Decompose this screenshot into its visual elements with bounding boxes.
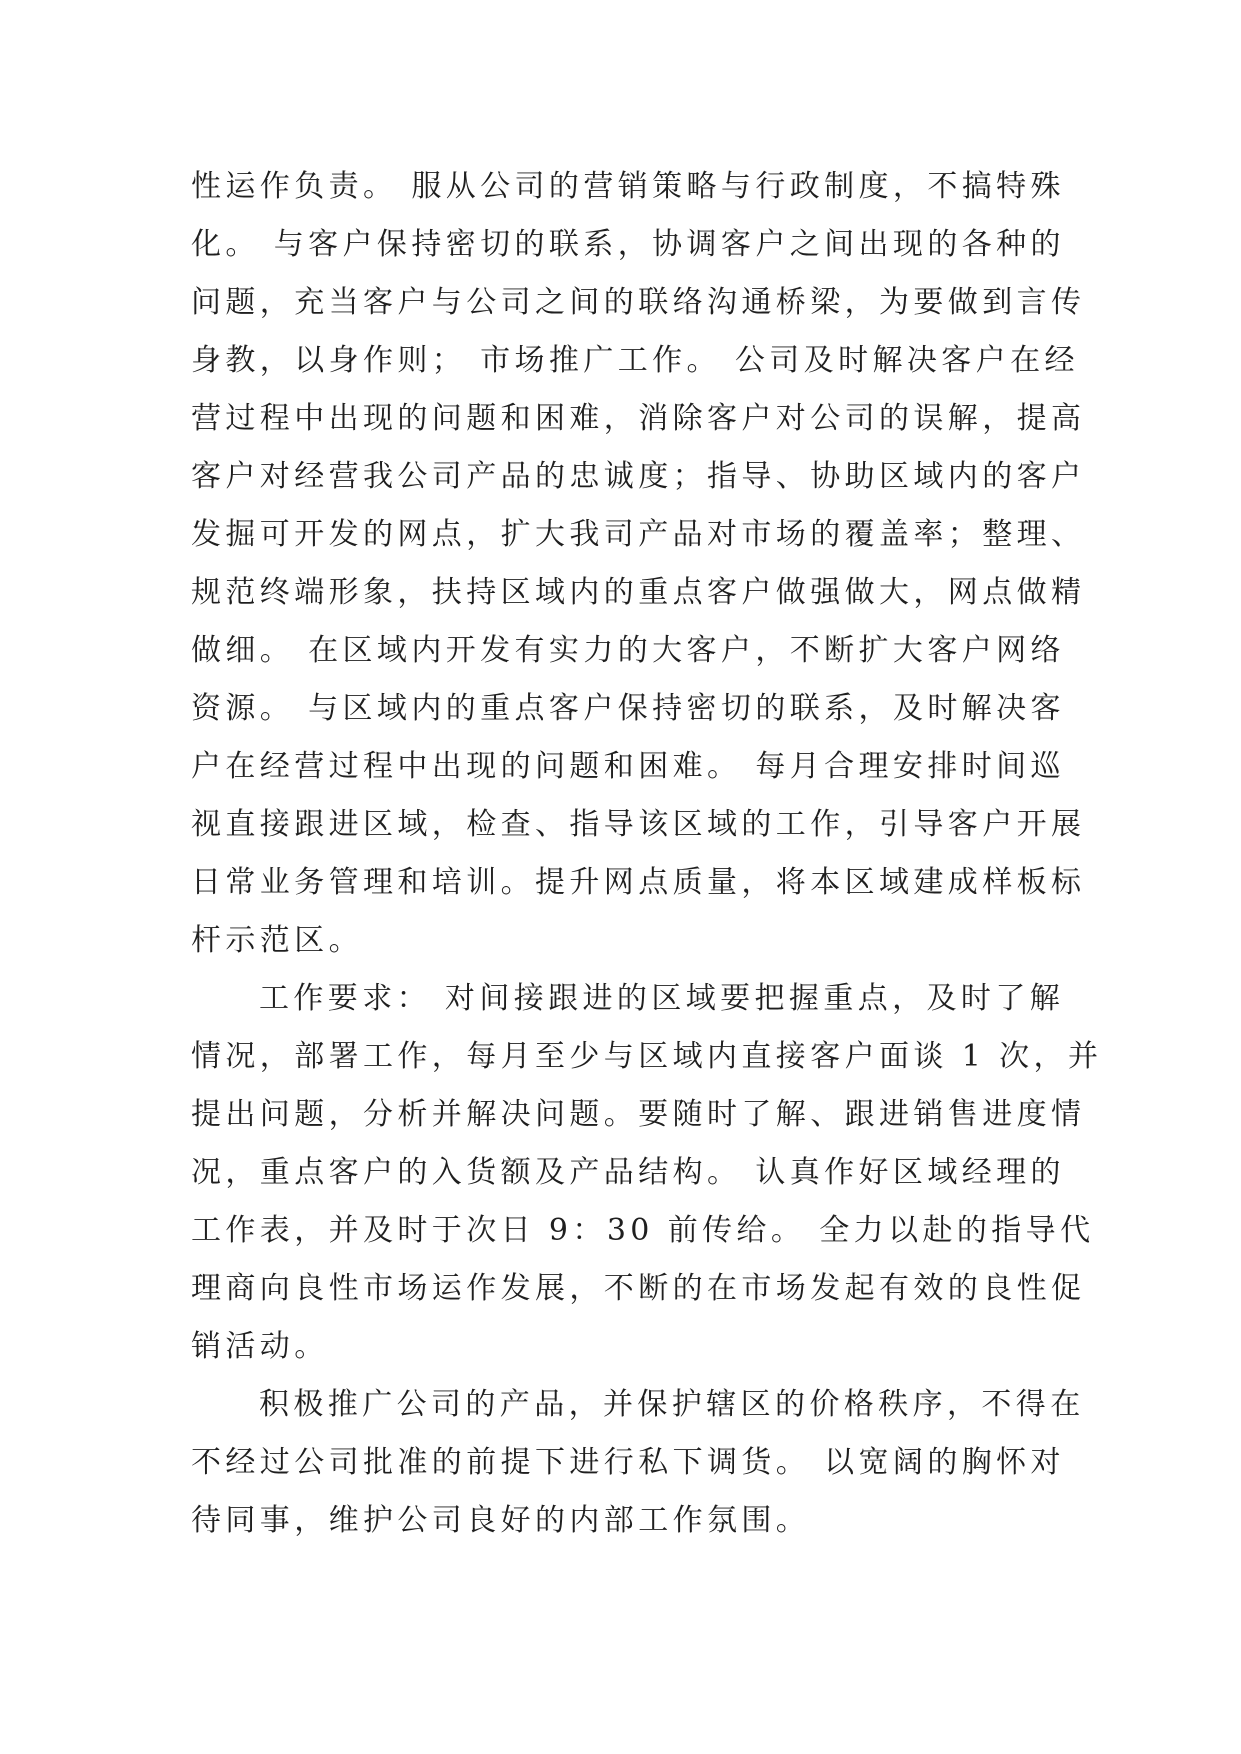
text-line: 户在经营过程中出现的问题和困难。 每月合理安排时间巡 bbox=[191, 749, 1065, 784]
text-line: 性运作负责。 服从公司的营销策略与行政制度，不搞特殊 bbox=[191, 169, 1065, 204]
text-line: 做细。 在区域内开发有实力的大客户，不断扩大客户网络 bbox=[191, 633, 1065, 668]
text-line: 销活动。 bbox=[191, 1329, 329, 1364]
document-body bbox=[191, 158, 1103, 1550]
text-line: 况，重点客户的入货额及产品结构。 认真作好区域经理的 bbox=[191, 1155, 1065, 1190]
text-line: 发掘可开发的网点，扩大我司产品对市场的覆盖率；整理、 bbox=[191, 517, 1086, 552]
text-line: 问题，充当客户与公司之间的联络沟通桥梁，为要做到言传 bbox=[191, 285, 1086, 320]
paragraph-first-line: 积极推广公司的产品，并保护辖区的价格秩序，不得在 bbox=[259, 1387, 1085, 1422]
text-line: 情况，部署工作，每月至少与区域内直接客户面谈 1 次，并 bbox=[191, 1039, 1103, 1074]
text-line: 提出问题，分析并解决问题。要随时了解、跟进销售进度情 bbox=[191, 1097, 1086, 1132]
text-line: 工作表，并及时于次日 9：30 前传给。 全力以赴的指导代 bbox=[191, 1213, 1095, 1248]
text-line: 身教，以身作则； 市场推广工作。 公司及时解决客户在经 bbox=[191, 343, 1079, 378]
text-line: 待同事，维护公司良好的内部工作氛围。 bbox=[191, 1503, 811, 1538]
text-line: 不经过公司批准的前提下进行私下调货。 以宽阔的胸怀对 bbox=[191, 1445, 1065, 1480]
text-line: 理商向良性市场运作发展，不断的在市场发起有效的良性促 bbox=[191, 1271, 1086, 1306]
text-line: 客户对经营我公司产品的忠诚度；指导、协助区域内的客户 bbox=[191, 459, 1086, 494]
text-line: 杆示范区。 bbox=[191, 923, 363, 958]
text-line: 视直接跟进区域，检查、指导该区域的工作，引导客户开展 bbox=[191, 807, 1086, 842]
text-line: 营过程中出现的问题和困难，消除客户对公司的误解，提高 bbox=[191, 401, 1086, 436]
paragraph-first-line: 工作要求： 对间接跟进的区域要把握重点，及时了解 bbox=[259, 981, 1065, 1016]
text-line: 日常业务管理和培训。提升网点质量，将本区域建成样板标 bbox=[191, 865, 1086, 900]
text-line: 化。 与客户保持密切的联系，协调客户之间出现的各种的 bbox=[191, 227, 1065, 262]
text-line: 规范终端形象，扶持区域内的重点客户做强做大，网点做精 bbox=[191, 575, 1086, 610]
text-line: 资源。 与区域内的重点客户保持密切的联系，及时解决客 bbox=[191, 691, 1065, 726]
